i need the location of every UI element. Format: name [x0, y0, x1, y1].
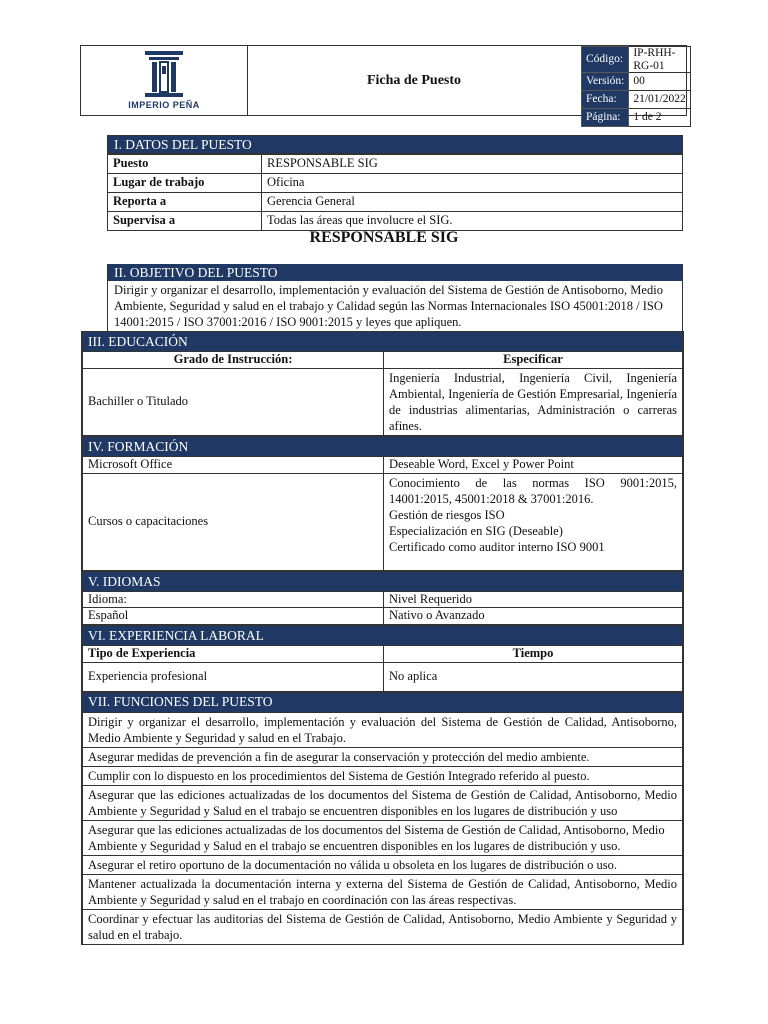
office-label: Microsoft Office	[83, 456, 384, 473]
document-meta-table	[581, 46, 691, 127]
section-header-idiomas: V. IDIOMAS	[83, 571, 683, 591]
datos-value: Gerencia General	[262, 193, 683, 212]
funcion-text: Asegurar que las ediciones actualizadas de los documentos del Sistema de Gestión de Calidad, Antisoborno, Medio Ambiente y Seguridad y Salud en el trabajo se encuentren disponibles en los lugares de distribución y uso.	[83, 820, 683, 855]
idioma-value: Español	[83, 608, 384, 625]
experiencia-table	[82, 625, 683, 692]
section-header-funciones: VII. FUNCIONES DEL PUESTO	[83, 692, 683, 712]
meta-row	[582, 47, 691, 73]
meta-row	[582, 91, 691, 109]
table-row	[83, 608, 683, 625]
main-sections	[81, 331, 684, 945]
meta-key: Código:	[582, 47, 629, 73]
cursos-value	[384, 473, 683, 570]
position-title: RESPONSABLE SIG	[309, 229, 459, 246]
meta-value: 21/01/2022	[629, 91, 690, 109]
grado-value: Bachiller o Titulado	[83, 368, 384, 435]
table-header-row	[83, 646, 683, 663]
office-value: Deseable Word, Excel y Power Point	[384, 456, 683, 473]
meta-key: Página:	[582, 109, 629, 127]
table-header-row	[83, 352, 683, 369]
table-row	[83, 473, 683, 570]
funcion-text: Cumplir con lo dispuesto en los procedimientos del Sistema de Gestión Integrado referido al puesto.	[83, 766, 683, 785]
objetivo-section	[107, 264, 683, 332]
meta-value: 00	[629, 73, 690, 91]
funcion-text: Mantener actualizada la documentación interna y externa del Sistema de Gestión de Calidad, Antisoborno, Medio Ambiente y Seguridad y salud en el trabajo en coordinación con las áreas respectivas.	[83, 874, 683, 909]
list-item	[83, 712, 683, 747]
curso-line: Especialización en SIG (Deseable)	[389, 523, 563, 538]
logo-cell	[81, 46, 248, 115]
meta-key: Fecha:	[582, 91, 629, 109]
funcion-text: Asegurar medidas de prevención a fin de asegurar la conservación y protección del medio ambiente.	[83, 747, 683, 766]
meta-row	[582, 109, 691, 127]
table-row	[83, 456, 683, 473]
meta-value: 1 de 2	[629, 109, 690, 127]
section-header-objetivo: II. OBJETIVO DEL PUESTO	[108, 264, 682, 281]
list-item	[83, 766, 683, 785]
document-title: Ficha de Puesto	[247, 46, 582, 115]
list-item	[83, 747, 683, 766]
list-item	[83, 909, 683, 944]
datos-label: Lugar de trabajo	[108, 174, 262, 193]
idioma-header: Idioma:	[83, 591, 384, 608]
curso-line: Conocimiento de las normas ISO 9001:2015, 14001:2015, 45001:2018 & 37001:2016.	[389, 475, 677, 506]
list-item	[83, 785, 683, 820]
company-logo-icon	[141, 49, 187, 99]
table-row	[83, 662, 683, 691]
funciones-table	[82, 692, 683, 945]
datos-label: Supervisa a	[108, 212, 262, 231]
table-row	[83, 591, 683, 608]
nivel-header: Nivel Requerido	[384, 591, 683, 608]
datos-label: Puesto	[108, 155, 262, 174]
meta-row	[582, 73, 691, 91]
idiomas-table	[82, 571, 683, 626]
nivel-value: Nativo o Avanzado	[384, 608, 683, 625]
column-header: Tiempo	[384, 646, 683, 663]
funcion-text: Asegurar el retiro oportuno de la documentación no válida u obsoleta en los lugares de distribución o uso.	[83, 855, 683, 874]
section-header-datos: I. DATOS DEL PUESTO	[107, 135, 683, 154]
section-header-experiencia: VI. EXPERIENCIA LABORAL	[83, 626, 683, 646]
especificar-value: Ingeniería Industrial, Ingeniería Civil, Ingeniería Ambiental, Ingeniería de Gestión Empresarial, Ingeniería de industrias alimentarias, Administración o carreras afines.	[384, 368, 683, 435]
column-header: Grado de Instrucción:	[83, 352, 384, 369]
column-header: Especificar	[384, 352, 683, 369]
curso-line: Gestión de riesgos ISO	[389, 507, 505, 522]
table-row	[108, 155, 683, 174]
list-item	[83, 820, 683, 855]
educacion-table	[82, 331, 683, 436]
datos-label: Reporta a	[108, 193, 262, 212]
section-header-formacion: IV. FORMACIÓN	[83, 436, 683, 456]
curso-line: Certificado como auditor interno ISO 9001	[389, 539, 605, 554]
document-header	[80, 45, 687, 124]
objetivo-text: Dirigir y organizar el desarrollo, implementación y evaluación del Sistema de Gestión de Antisoborno, Medio Ambiente, Seguridad y salud en el trabajo y Calidad según las Normas Internacionales ISO 45001:2018 / ISO 14001:2015 / ISO 37001:2016 / ISO 9001:2015 y leyes que apliquen.	[114, 283, 663, 329]
logo-text: IMPERIO PEÑA	[128, 100, 200, 110]
table-row	[108, 174, 683, 193]
meta-key: Versión:	[582, 73, 629, 91]
datos-value: RESPONSABLE SIG	[262, 155, 683, 174]
datos-value: Todas las áreas que involucre el SIG.	[262, 212, 683, 231]
tiempo-value: No aplica	[384, 662, 683, 691]
column-header: Tipo de Experiencia	[83, 646, 384, 663]
cursos-label: Cursos o capacitaciones	[83, 473, 384, 570]
datos-table	[107, 154, 683, 231]
formacion-table	[82, 436, 683, 571]
list-item	[83, 855, 683, 874]
table-row	[108, 193, 683, 212]
funcion-text: Dirigir y organizar el desarrollo, implementación y evaluación del Sistema de Gestión de Calidad, Antisoborno, Medio Ambiente y Seguridad y salud en el Trabajo.	[83, 712, 683, 747]
meta-value: IP-RHH-RG-01	[629, 47, 690, 73]
funcion-text: Coordinar y efectuar las auditorias del Sistema de Gestión de Calidad, Antisoborno, Medio Ambiente y Seguridad y salud en el trabajo.	[83, 909, 683, 944]
datos-value: Oficina	[262, 174, 683, 193]
section-header-educacion: III. EDUCACIÓN	[83, 332, 683, 352]
tipo-value: Experiencia profesional	[83, 662, 384, 691]
table-row	[108, 212, 683, 231]
datos-section	[107, 135, 683, 231]
table-row	[83, 368, 683, 435]
list-item	[83, 874, 683, 909]
funcion-text: Asegurar que las ediciones actualizadas de los documentos del Sistema de Gestión de Calidad, Antisoborno, Medio Ambiente y Seguridad y Salud en el trabajo se encuentren disponibles en los lugares de distribución y uso	[83, 785, 683, 820]
